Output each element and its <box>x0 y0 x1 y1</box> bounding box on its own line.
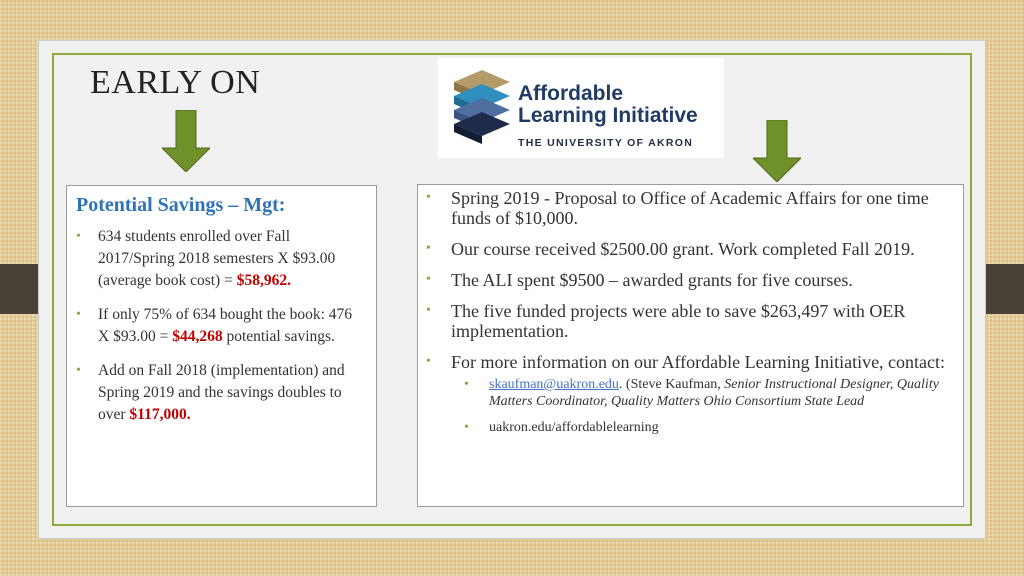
ali-logo <box>438 58 724 158</box>
list-item <box>426 239 955 259</box>
initiative-item-text: For more information on our Affordable Learning Initiative, contact: <box>451 352 946 372</box>
website-text: uakron.edu/affordablelearning <box>489 420 659 435</box>
bullet-icon: • <box>464 377 469 392</box>
down-arrow-icon-left <box>162 110 210 172</box>
savings-value: $117,000. <box>129 406 191 423</box>
list-item <box>426 270 955 290</box>
list-item <box>426 352 955 436</box>
email-link[interactable]: skaufman@uakron.edu <box>489 377 619 392</box>
bullet-icon: • <box>426 272 431 287</box>
bullet-icon: • <box>464 420 469 435</box>
contact-name-text: . (Steve Kaufman, <box>618 377 725 392</box>
logo-subtitle: THE UNIVERSITY OF AKRON <box>518 137 694 149</box>
contact-item <box>464 419 955 436</box>
initiative-box <box>417 184 964 507</box>
contact-role: Senior Instructional Designer, Quality Matters Coordinator, Quality Matters Ohio Consortium State Lead <box>489 377 939 409</box>
savings-box <box>66 185 377 507</box>
savings-value: $44,268 <box>172 328 223 345</box>
contact-item <box>464 376 955 410</box>
initiative-item-text: The ALI spent $9500 – awarded grants for five courses. <box>451 270 853 290</box>
savings-value: $58,962. <box>236 272 291 289</box>
savings-item-suffix: potential savings. <box>222 328 335 345</box>
bullet-icon: • <box>76 229 81 244</box>
bullet-icon: • <box>426 354 431 369</box>
down-arrow-icon-right <box>753 120 801 182</box>
savings-item-text: 634 students enrolled over Fall 2017/Spring 2018 semesters X $93.00 (average book cost) = <box>98 228 336 289</box>
list-item <box>76 360 366 426</box>
bullet-icon: • <box>426 241 431 256</box>
list-item <box>426 188 955 228</box>
list-item <box>76 226 366 292</box>
savings-list <box>76 226 366 426</box>
logo-line-1: Affordable <box>518 82 623 105</box>
bullet-icon: • <box>76 363 81 378</box>
bullet-icon: • <box>426 303 431 318</box>
right-side-tab <box>986 264 1024 314</box>
slide-title: EARLY ON <box>90 64 261 101</box>
list-item <box>426 301 955 341</box>
list-item <box>76 304 366 348</box>
initiative-item-text: Spring 2019 - Proposal to Office of Academic Affairs for one time funds of $10,000. <box>451 188 929 228</box>
logo-title <box>518 83 698 127</box>
contact-list <box>451 376 955 436</box>
savings-item-text: If only 75% of 634 bought the book: 476 X $93.00 = <box>98 306 353 345</box>
logo-line-2: Learning Initiative <box>518 104 698 127</box>
bullet-icon: • <box>76 307 81 322</box>
bullet-icon: • <box>426 190 431 205</box>
initiative-item-text: Our course received $2500.00 grant. Work completed Fall 2019. <box>451 239 915 259</box>
savings-item-text: Add on Fall 2018 (implementation) and Spring 2019 and the savings doubles to over <box>98 362 345 423</box>
book-stack-icon <box>452 68 514 148</box>
left-side-tab <box>0 264 38 314</box>
savings-heading: Potential Savings – Mgt: <box>76 194 286 216</box>
initiative-item-text: The five funded projects were able to save $263,497 with OER implementation. <box>451 301 906 341</box>
initiative-list <box>426 188 955 436</box>
